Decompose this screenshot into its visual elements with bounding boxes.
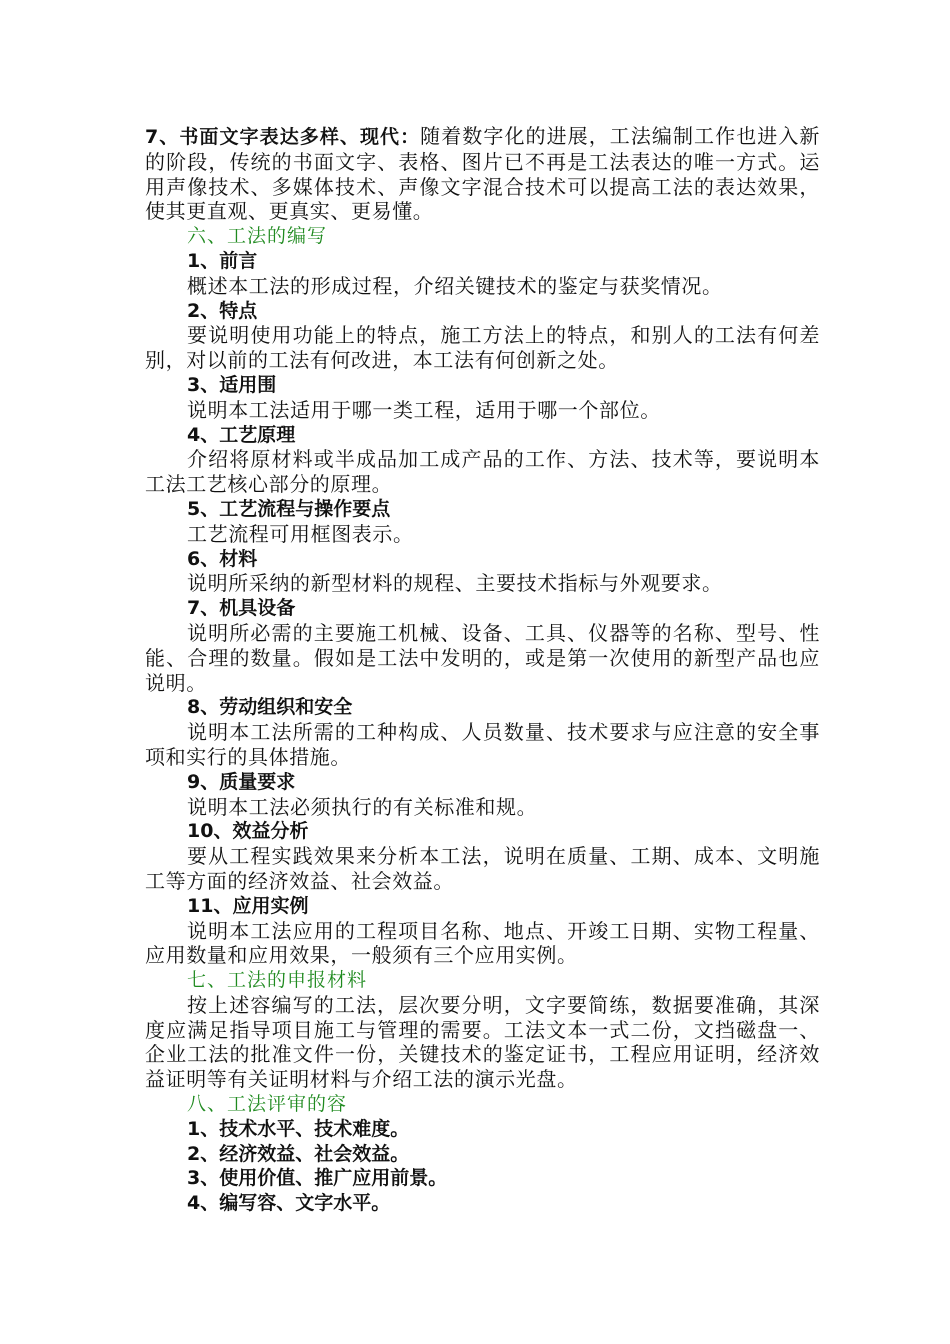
- s6-heading-5: 5、工艺流程与操作要点: [187, 497, 391, 520]
- s6-body-2: 要说明使用功能上的特点，施工方法上的特点，和别人的工法有何差别，对以前的工法有何改进，本工法有何创新之处。: [145, 323, 820, 373]
- s6-heading-4: 4、工艺原理: [187, 423, 296, 446]
- s6-body-5: 工艺流程可用框图表示。: [187, 521, 414, 546]
- s6-body-1: 概述本工法的形成过程，介绍关键技术的鉴定与获奖情况。: [187, 273, 723, 298]
- s6-heading-2: 2、特点: [187, 299, 258, 322]
- s6-heading-9: 9、质量要求: [187, 770, 296, 793]
- section6-title: 六、工法的编写: [187, 225, 328, 248]
- s6-body-6: 说明所采纳的新型材料的规程、主要技术指标与外观要求。: [187, 571, 723, 596]
- s6-heading-7: 7、机具设备: [187, 597, 296, 620]
- intro-paragraph: [145, 124, 820, 224]
- section7-title: 七、工法的申报材料: [187, 969, 368, 992]
- intro-text: 随着数字化的进展，工法编制工作也进入新的阶段，传统的书面文字、表格、图片已不再是工法表达的唯一方式。运用声像技术、多媒体技术、声像文字混合技术可以提高工法的表达效果，使其更直观、更真实、更易懂。: [145, 124, 820, 224]
- s8-item-3: 3、使用价值、推广应用前景。: [187, 1167, 448, 1190]
- document-page: [145, 124, 820, 1216]
- s6-body-7: 说明所必需的主要施工机械、设备、工具、仪器等的名称、型号、性能、合理的数量。假如是工法中发明的，或是第一次使用的新型产品也应说明。: [145, 620, 820, 695]
- s6-body-8: 说明本工法所需的工种构成、人员数量、技术要求与应注意的安全事项和实行的具体措施。: [145, 720, 820, 769]
- intro-lead: 7、书面文字表达多样、现代：: [145, 126, 421, 148]
- s6-body-9: 说明本工法必须执行的有关标准和规。: [187, 794, 538, 819]
- s6-body-3: 说明本工法适用于哪一类工程，适用于哪一个部位。: [187, 397, 661, 422]
- s6-heading-11: 11、应用实例: [187, 894, 309, 917]
- s6-body-10: 要从工程实践效果来分析本工法，说明在质量、工期、成本、文明施工等方面的经济效益、社会效益。: [145, 844, 820, 893]
- s6-heading-3: 3、适用围: [187, 373, 277, 396]
- s6-heading-6: 6、材料: [187, 547, 258, 570]
- s6-body-11: 说明本工法应用的工程项目名称、地点、开竣工日期、实物工程量、应用数量和应用效果，一般须有三个应用实例。: [145, 918, 820, 968]
- s8-item-4: 4、编写容、文字水平。: [187, 1192, 391, 1215]
- s6-body-4: 介绍将原材料或半成品加工成产品的工作、方法、技术等，要说明本工法工艺核心部分的原理。: [145, 447, 820, 497]
- s8-item-1: 1、技术水平、技术难度。: [187, 1117, 410, 1140]
- s6-heading-1: 1、前言: [187, 249, 258, 272]
- s6-heading-10: 10、效益分析: [187, 820, 309, 843]
- s8-item-2: 2、经济效益、社会效益。: [187, 1142, 410, 1165]
- section8-title: 八、工法评审的容: [187, 1093, 348, 1116]
- section7-body: 按上述容编写的工法，层次要分明，文字要简练，数据要准确，其深度应满足指导项目施工与管理的需要。工法文本一式二份，文挡磁盘一、企业工法的批准文件一份，关键技术的鉴定证书，工程应用证明，经济效益证明等有关证明材料与介绍工法的演示光盘。: [145, 992, 820, 1092]
- s6-heading-8: 8、劳动组织和安全: [187, 696, 353, 719]
